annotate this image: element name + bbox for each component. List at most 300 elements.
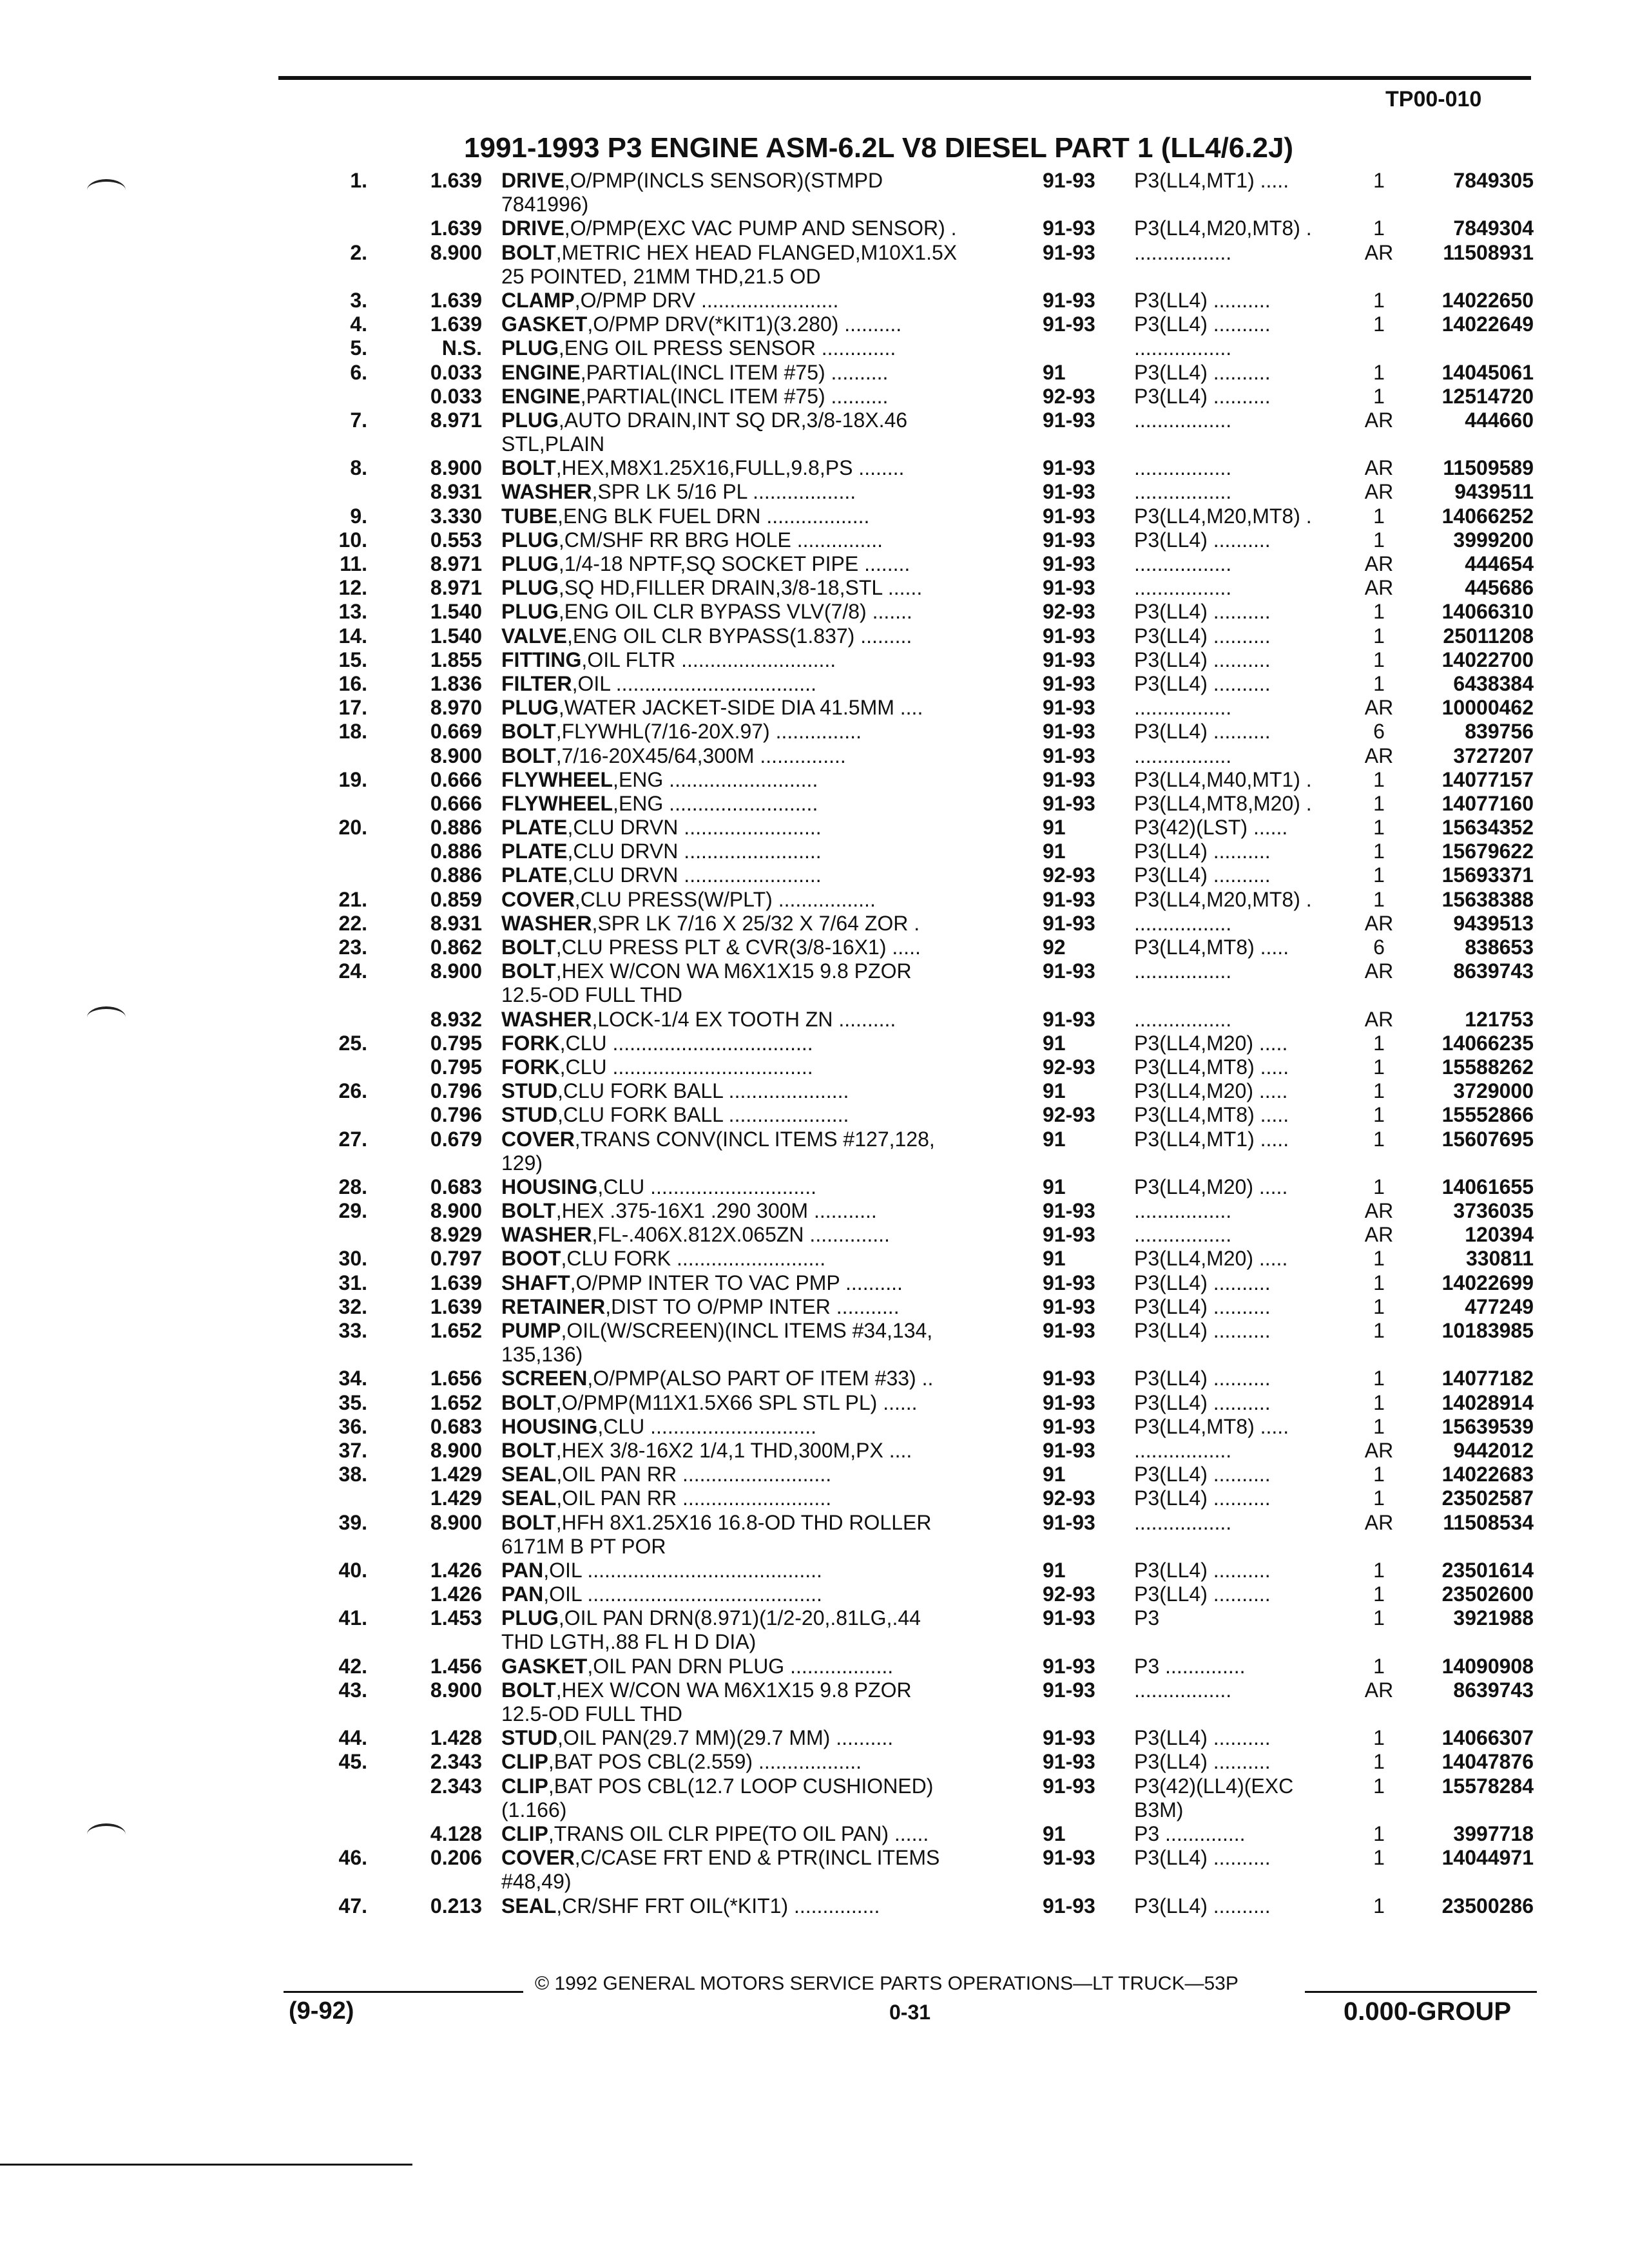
part-number: 15552866 — [1441, 1103, 1534, 1127]
model-years: 91-93 — [1043, 1846, 1095, 1870]
part-number: 3921988 — [1453, 1606, 1534, 1630]
part-spec: ,O/PMP(ALSO PART OF ITEM #33) .. — [587, 1367, 934, 1390]
table-row — [0, 1894, 1629, 1918]
part-spec: ,OIL ......................................... — [543, 1558, 822, 1582]
part-description — [501, 1846, 940, 1870]
part-number: 8639743 — [1453, 959, 1534, 983]
part-description — [501, 1582, 822, 1606]
item-number: 24. — [338, 959, 367, 983]
part-spec: ,CLU ............................. — [597, 1414, 816, 1438]
table-row — [0, 1295, 1629, 1319]
part-spec: ,TRANS CONV(INCL ITEMS #127,128, — [574, 1127, 935, 1151]
model-years: 91 — [1043, 1463, 1066, 1486]
quantity: AR — [1364, 1678, 1394, 1702]
model-usage: P3(LL4) .......... — [1134, 1726, 1271, 1750]
part-name: BOOT — [501, 1247, 561, 1271]
part-description — [501, 648, 836, 672]
part-description — [501, 576, 922, 600]
item-number: 25. — [338, 1031, 367, 1055]
model-usage: P3(LL4) .......... — [1134, 863, 1271, 887]
group-number: 1.639 — [430, 1271, 482, 1294]
part-description — [501, 768, 818, 792]
model-usage: B3M) — [1134, 1798, 1184, 1821]
model-years: 91 — [1043, 1558, 1066, 1582]
item-number: 13. — [338, 600, 367, 624]
page-number: 0-31 — [889, 2001, 931, 2024]
model-years: 91-93 — [1043, 671, 1095, 695]
model-years: 91 — [1043, 1031, 1066, 1055]
part-description — [501, 1032, 813, 1055]
group-number: 0.795 — [430, 1055, 482, 1079]
part-spec: ,FLYWHL(7/16-20X.97) ............... — [555, 720, 862, 744]
table-row — [0, 432, 1629, 456]
item-number: 20. — [338, 816, 367, 840]
part-number: 3727207 — [1453, 744, 1534, 767]
part-description — [501, 1559, 822, 1582]
part-description — [501, 289, 838, 312]
item-number: 17. — [338, 696, 367, 720]
model-years: 91-93 — [1043, 1199, 1095, 1223]
part-spec: ,OIL FLTR ........................... — [581, 648, 836, 671]
part-name: PLUG — [501, 408, 559, 432]
model-usage: ................. — [1134, 552, 1232, 575]
quantity: AR — [1364, 1438, 1394, 1462]
part-name: RETAINER — [501, 1294, 606, 1318]
part-spec: 12.5-OD FULL THD — [501, 1702, 682, 1725]
part-name: BOLT — [501, 936, 556, 959]
model-years: 91-93 — [1043, 1271, 1095, 1294]
part-name: BOLT — [501, 240, 556, 264]
quantity: AR — [1364, 1223, 1394, 1247]
part-number: 15679622 — [1441, 840, 1534, 863]
part-spec: ,HEX .375-16X1 .290 300M ........... — [555, 1199, 877, 1223]
part-spec: ,CLU FORK BALL ..................... — [557, 1103, 849, 1127]
item-number: 39. — [338, 1510, 367, 1534]
group-number: 2.343 — [430, 1750, 482, 1774]
part-name: PUMP — [501, 1319, 561, 1342]
table-row — [0, 1822, 1629, 1846]
part-number: 14077160 — [1441, 791, 1534, 815]
table-row — [0, 289, 1629, 312]
group-number: 0.679 — [430, 1127, 482, 1151]
model-usage: P3(LL4) .......... — [1134, 624, 1271, 648]
part-spec: ,PARTIAL(INCL ITEM #75) .......... — [580, 360, 889, 384]
part-number: 14045061 — [1441, 360, 1534, 384]
part-number: 14066235 — [1441, 1031, 1534, 1055]
part-number: 6438384 — [1453, 671, 1534, 695]
model-usage: P3(LL4) .......... — [1134, 671, 1271, 695]
model-usage: P3(LL4,MT1) ..... — [1134, 1127, 1289, 1151]
model-usage: P3(LL4,MT8) ..... — [1134, 936, 1289, 959]
model-usage: ................. — [1134, 480, 1232, 504]
model-usage: ................. — [1134, 1007, 1232, 1031]
group-number: 8.900 — [430, 959, 482, 983]
part-name: PLATE — [501, 816, 568, 840]
table-row — [0, 816, 1629, 840]
item-number: 6. — [350, 360, 367, 384]
part-number: 14022683 — [1441, 1463, 1534, 1486]
part-spec: ,CLU DRVN ........................ — [567, 863, 822, 887]
item-number: 42. — [338, 1654, 367, 1678]
part-spec: ,CLU DRVN ........................ — [567, 816, 822, 840]
model-years: 91-93 — [1043, 1510, 1095, 1534]
group-label: 0.000-GROUP — [1344, 1997, 1512, 2026]
item-number: 31. — [338, 1271, 367, 1294]
group-number: 1.639 — [430, 288, 482, 312]
part-description — [501, 193, 588, 216]
model-years: 91-93 — [1043, 528, 1095, 552]
part-spec: ,O/PMP DRV ........................ — [574, 288, 839, 312]
part-description — [501, 936, 921, 959]
part-description — [501, 1750, 862, 1774]
part-description — [501, 241, 957, 265]
quantity: AR — [1364, 240, 1394, 264]
group-number: 1.652 — [430, 1319, 482, 1342]
table-row — [0, 1055, 1629, 1079]
table-row — [0, 744, 1629, 768]
part-name: BOLT — [501, 1510, 556, 1534]
table-row — [0, 1367, 1629, 1390]
item-number: 14. — [338, 624, 367, 648]
model-years: 91-93 — [1043, 169, 1095, 192]
part-spec: ,BAT POS CBL(2.559) .................. — [548, 1750, 862, 1774]
part-name: STUD — [501, 1726, 558, 1750]
part-description — [501, 816, 822, 840]
item-number: 16. — [338, 671, 367, 695]
group-number: 1.429 — [430, 1486, 482, 1510]
model-years: 91-93 — [1043, 480, 1095, 504]
quantity: 1 — [1373, 1463, 1385, 1486]
model-years: 91-93 — [1043, 1438, 1095, 1462]
part-number: 7849304 — [1453, 216, 1534, 240]
part-description — [501, 456, 904, 480]
part-name: BOLT — [501, 1390, 556, 1414]
table-row — [0, 912, 1629, 936]
group-number: 1.836 — [430, 671, 482, 695]
part-description — [501, 792, 818, 816]
quantity: 1 — [1373, 1486, 1385, 1510]
table-row — [0, 1486, 1629, 1510]
table-row — [0, 1343, 1629, 1367]
group-number: 8.971 — [430, 408, 482, 432]
part-name: SEAL — [501, 1894, 557, 1917]
part-spec: STL,PLAIN — [501, 432, 605, 456]
part-number: 14028914 — [1441, 1390, 1534, 1414]
document-id: TP00-010 — [1385, 87, 1482, 111]
table-row — [0, 1103, 1629, 1127]
model-years: 91-93 — [1043, 1654, 1095, 1678]
item-number: 43. — [338, 1678, 367, 1702]
part-number: 10183985 — [1441, 1319, 1534, 1342]
model-usage: P3 .............. — [1134, 1821, 1246, 1845]
item-number: 9. — [350, 504, 367, 528]
part-spec: ,1/4-18 NPTF,SQ SOCKET PIPE ........ — [558, 552, 911, 575]
part-description — [501, 1511, 931, 1535]
part-name: BOLT — [501, 1678, 556, 1702]
table-row — [0, 696, 1629, 720]
quantity: 1 — [1373, 1846, 1385, 1870]
part-number: 11508931 — [1443, 240, 1534, 264]
part-name: PLATE — [501, 863, 568, 887]
group-number: 8.900 — [430, 1678, 482, 1702]
model-years: 91-93 — [1043, 720, 1095, 744]
part-number: 444660 — [1465, 408, 1534, 432]
item-number: 5. — [350, 336, 367, 360]
part-spec: ,CLU PRESS PLT & CVR(3/8-16X1) ..... — [555, 936, 921, 959]
part-spec: ,O/PMP INTER TO VAC PMP .......... — [570, 1271, 903, 1294]
part-description — [501, 1103, 849, 1127]
part-spec: ,METRIC HEX HEAD FLANGED,M10X1.5X — [555, 240, 958, 264]
group-number: 2.343 — [430, 1774, 482, 1798]
part-description — [501, 1079, 849, 1103]
quantity: 1 — [1373, 648, 1385, 671]
part-number: 23500286 — [1441, 1894, 1534, 1917]
part-spec: ,OIL PAN DRN(8.971)(1/2-20,.81LG,.44 — [558, 1606, 921, 1630]
model-years: 91 — [1043, 816, 1066, 840]
part-description — [501, 1870, 572, 1894]
model-years: 91-93 — [1043, 791, 1095, 815]
part-description — [501, 1055, 813, 1079]
model-usage: P3(LL4,M40,MT1) . — [1134, 767, 1312, 791]
group-number: 0.669 — [430, 720, 482, 744]
part-name: WASHER — [501, 480, 592, 504]
group-number: 1.639 — [430, 216, 482, 240]
group-number: 1.540 — [430, 624, 482, 648]
table-row — [0, 768, 1629, 792]
table-row — [0, 552, 1629, 576]
part-name: PAN — [501, 1582, 544, 1606]
part-name: PLUG — [501, 552, 559, 575]
part-number: 120394 — [1465, 1223, 1534, 1247]
group-number: 1.426 — [430, 1558, 482, 1582]
item-number: 40. — [338, 1558, 367, 1582]
group-number: 8.971 — [430, 552, 482, 575]
group-number: 1.456 — [430, 1654, 482, 1678]
model-usage: ................. — [1134, 408, 1232, 432]
item-number: 7. — [350, 408, 367, 432]
model-years: 91-93 — [1043, 1294, 1095, 1318]
part-number: 14044971 — [1441, 1846, 1534, 1870]
part-name: FORK — [501, 1031, 560, 1055]
item-number: 46. — [338, 1846, 367, 1870]
quantity: AR — [1364, 911, 1394, 935]
part-description — [501, 672, 816, 696]
quantity: 1 — [1373, 1294, 1385, 1318]
model-years: 91-93 — [1043, 1223, 1095, 1247]
part-description — [501, 480, 856, 504]
part-spec: (1.166) — [501, 1798, 567, 1821]
quantity: AR — [1364, 552, 1394, 575]
part-number: 3736035 — [1453, 1199, 1534, 1223]
group-number: 0.797 — [430, 1247, 482, 1271]
quantity: 1 — [1373, 288, 1385, 312]
group-number: 0.886 — [430, 863, 482, 887]
model-usage: P3(LL4) .......... — [1134, 720, 1271, 744]
part-name: PLUG — [501, 528, 559, 552]
model-usage: ................. — [1134, 456, 1232, 480]
part-description — [501, 1295, 900, 1319]
group-number: 1.426 — [430, 1582, 482, 1606]
part-description — [501, 744, 846, 768]
quantity: 1 — [1373, 1654, 1385, 1678]
part-number: 14077157 — [1441, 767, 1534, 791]
model-usage: ................. — [1134, 1678, 1232, 1702]
group-number: 0.796 — [430, 1079, 482, 1103]
model-usage: ................. — [1134, 696, 1232, 720]
part-number: 15578284 — [1441, 1774, 1534, 1798]
table-row — [0, 193, 1629, 216]
quantity: 1 — [1373, 1055, 1385, 1079]
part-name: SEAL — [501, 1486, 557, 1510]
model-usage: P3(LL4) .......... — [1134, 1294, 1271, 1318]
part-description — [501, 1798, 566, 1822]
quantity: 1 — [1373, 1127, 1385, 1151]
model-usage: P3(LL4,M20) ..... — [1134, 1079, 1288, 1103]
group-number: 8.929 — [430, 1223, 482, 1247]
model-years: 92-93 — [1043, 600, 1095, 624]
table-row — [0, 528, 1629, 552]
group-number: 8.970 — [430, 696, 482, 720]
model-years: 91-93 — [1043, 576, 1095, 600]
group-number: 0.666 — [430, 791, 482, 815]
model-years: 91 — [1043, 1175, 1066, 1198]
part-name: BOLT — [501, 744, 556, 767]
part-description — [501, 432, 604, 456]
model-years: 91 — [1043, 1247, 1066, 1271]
part-spec: ,CLU ................................... — [559, 1031, 813, 1055]
quantity: AR — [1364, 1510, 1394, 1534]
table-row — [0, 1463, 1629, 1486]
part-number: 25011208 — [1443, 624, 1534, 648]
part-name: COVER — [501, 887, 575, 911]
item-number: 34. — [338, 1367, 367, 1390]
part-number: 477249 — [1465, 1294, 1534, 1318]
part-name: BOLT — [501, 456, 556, 480]
part-name: ENGINE — [501, 360, 581, 384]
model-usage: P3(LL4) .......... — [1134, 1750, 1271, 1774]
item-number: 8. — [350, 456, 367, 480]
model-usage: P3 .............. — [1134, 1654, 1246, 1678]
group-number: 8.900 — [430, 240, 482, 264]
part-description — [501, 1606, 921, 1630]
quantity: 1 — [1373, 1726, 1385, 1750]
group-number: 0.683 — [430, 1175, 482, 1198]
table-row — [0, 1846, 1629, 1870]
part-description — [501, 1175, 816, 1199]
item-number: 29. — [338, 1199, 367, 1223]
part-description — [501, 1439, 912, 1463]
model-years: 91-93 — [1043, 1750, 1095, 1774]
model-years: 91 — [1043, 1127, 1066, 1151]
part-description — [501, 840, 822, 863]
group-number: 0.683 — [430, 1414, 482, 1438]
part-number: 14066307 — [1441, 1726, 1534, 1750]
part-name: PLUG — [501, 600, 559, 624]
table-row — [0, 169, 1629, 193]
quantity: 1 — [1373, 1750, 1385, 1774]
quantity: AR — [1364, 1007, 1394, 1031]
model-usage: P3(LL4) .......... — [1134, 840, 1271, 863]
quantity: 1 — [1373, 528, 1385, 552]
model-usage: ................. — [1134, 1223, 1232, 1247]
table-row — [0, 1175, 1629, 1199]
part-number: 15693371 — [1441, 863, 1534, 887]
part-name: CLAMP — [501, 288, 575, 312]
part-spec: 12.5-OD FULL THD — [501, 983, 682, 1007]
part-description — [501, 1271, 903, 1295]
part-number: 14022650 — [1441, 288, 1534, 312]
part-number: 8639743 — [1453, 1678, 1534, 1702]
group-number: 0.213 — [430, 1894, 482, 1917]
quantity: 1 — [1373, 1414, 1385, 1438]
model-years: 91-93 — [1043, 887, 1095, 911]
table-row — [0, 576, 1629, 600]
model-usage: ................. — [1134, 1199, 1232, 1223]
model-years: 91-93 — [1043, 744, 1095, 767]
model-years: 91 — [1043, 840, 1066, 863]
table-row — [0, 1655, 1629, 1678]
model-usage: P3(LL4,M20,MT8) . — [1134, 887, 1312, 911]
footer-rule-right — [1305, 1991, 1537, 1993]
group-number: 1.639 — [430, 312, 482, 336]
part-description — [501, 216, 957, 240]
bottom-rule — [0, 2164, 412, 2166]
part-spec: ,ENG .......................... — [613, 767, 818, 791]
part-spec: ,OIL ......................................... — [543, 1582, 822, 1606]
model-years: 91-93 — [1043, 696, 1095, 720]
part-spec: ,OIL PAN RR .......................... — [556, 1486, 832, 1510]
model-years: 92-93 — [1043, 863, 1095, 887]
model-usage: ................. — [1134, 336, 1232, 360]
item-number: 21. — [338, 887, 367, 911]
part-description — [501, 959, 912, 983]
part-number: 121753 — [1465, 1007, 1534, 1031]
quantity: 1 — [1373, 360, 1385, 384]
quantity: 1 — [1373, 1319, 1385, 1342]
part-spec: ,O/PMP DRV(*KIT1)(3.280) .......... — [587, 312, 902, 336]
part-description — [501, 528, 883, 552]
item-number: 28. — [338, 1175, 367, 1198]
quantity: 1 — [1373, 1582, 1385, 1606]
part-spec: ,DIST TO O/PMP INTER ........... — [605, 1294, 900, 1318]
group-number: 0.886 — [430, 840, 482, 863]
model-usage: P3(LL4,M20,MT8) . — [1134, 504, 1312, 528]
table-row — [0, 361, 1629, 385]
quantity: 1 — [1373, 791, 1385, 815]
part-name: CLIP — [501, 1750, 548, 1774]
part-description — [501, 552, 910, 576]
quantity: 1 — [1373, 1103, 1385, 1127]
parts-list — [0, 169, 1629, 1918]
table-row — [0, 216, 1629, 240]
model-usage: ................. — [1134, 911, 1232, 935]
quantity: 1 — [1373, 1367, 1385, 1390]
part-description — [501, 1247, 825, 1271]
table-row — [0, 1271, 1629, 1295]
part-spec: ,SPR LK 7/16 X 25/32 X 7/64 ZOR . — [592, 911, 920, 935]
part-name: GASKET — [501, 1654, 588, 1678]
part-spec: ,HEX W/CON WA M6X1X15 9.8 PZOR — [555, 1678, 912, 1702]
table-row — [0, 840, 1629, 863]
part-spec: 7841996) — [501, 193, 589, 216]
quantity: 6 — [1373, 936, 1385, 959]
table-row — [0, 1582, 1629, 1606]
model-years: 91-93 — [1043, 959, 1095, 983]
part-spec: ,7/16-20X45/64,300M ............... — [555, 744, 846, 767]
quantity: 1 — [1373, 1247, 1385, 1271]
part-description — [501, 312, 901, 336]
part-spec: ,C/CASE FRT END & PTR(INCL ITEMS — [574, 1846, 940, 1870]
